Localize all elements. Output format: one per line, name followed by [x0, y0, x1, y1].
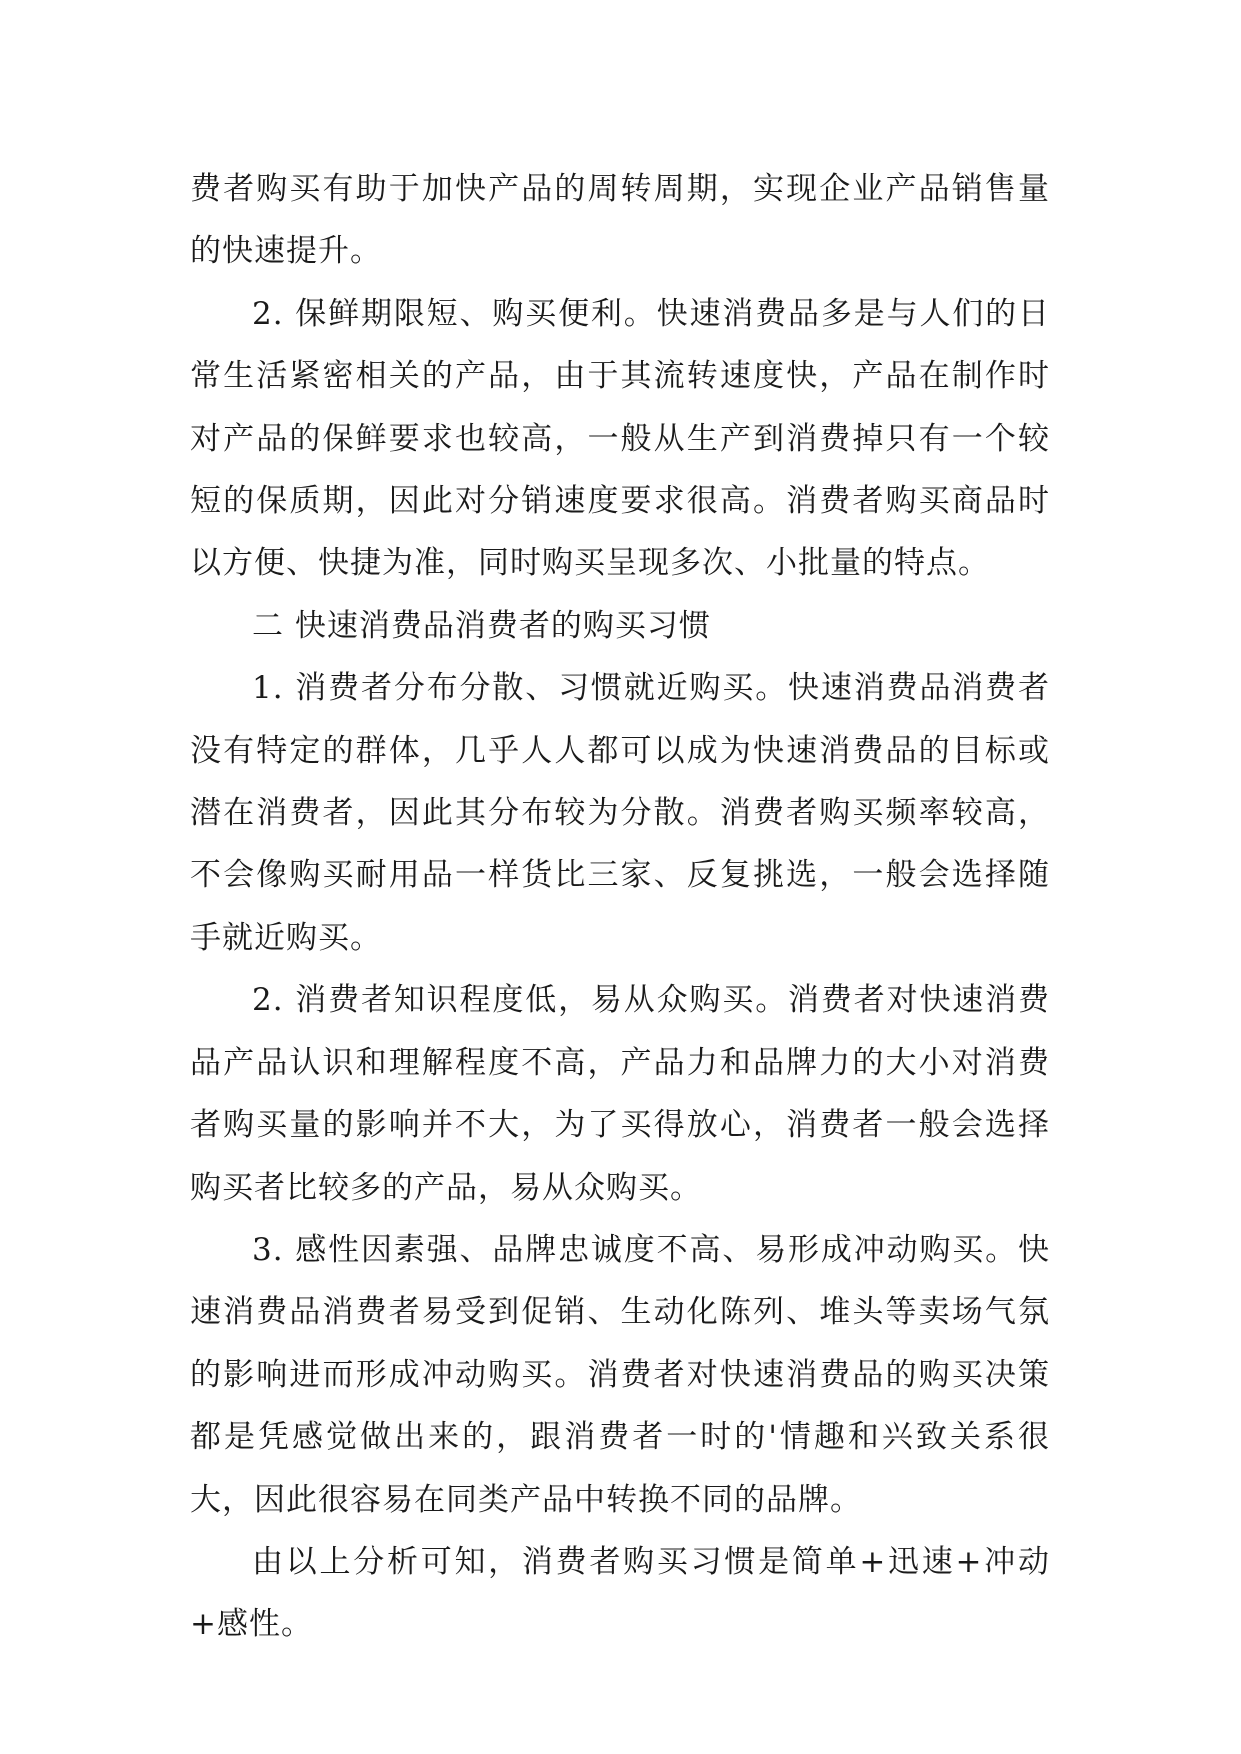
- paragraph-herd-buying: 2. 消费者知识程度低，易从众购买。消费者对快速消费品产品认识和理解程度不高，产品力和品牌力的大小对消费者购买量的影响并不大，为了买得放心，消费者一般会选择购买者比较多的产品，易从众购买。: [190, 982, 1050, 1206]
- section-heading-buying-habits: 二 快速消费品消费者的购买习惯: [252, 607, 711, 644]
- document-body: [190, 158, 1050, 1656]
- paragraph-dispersed-consumers: 1. 消费者分布分散、习惯就近购买。快速消费品消费者没有特定的群体，几乎人人都可以成为快速消费品的目标或潜在消费者，因此其分布较为分散。消费者购买频率较高，不会像购买耐用品一样货比三家、反复挑选，一般会选择随手就近购买。: [190, 670, 1050, 956]
- paragraph-shelf-life: 2. 保鲜期限短、购买便利。快速消费品多是与人们的日常生活紧密相关的产品，由于其流转速度快，产品在制作时对产品的保鲜要求也较高，一般从生产到消费掉只有一个较短的保质期，因此对分销速度要求很高。消费者购买商品时以方便、快捷为准，同时购买呈现多次、小批量的特点。: [190, 295, 1050, 582]
- paragraph-continuation: 费者购买有助于加快产品的周转周期，实现企业产品销售量的快速提升。: [190, 171, 1050, 270]
- paragraph-impulse-buying: 3. 感性因素强、品牌忠诚度不高、易形成冲动购买。快速消费品消费者易受到促销、生动化陈列、堆头等卖场气氛的影响进而形成冲动购买。消费者对快速消费品的购买决策都是凭感觉做出来的，跟消费者一时的'情趣和兴致关系很大，因此很容易在同类产品中转换不同的品牌。: [190, 1231, 1050, 1518]
- paragraph-conclusion: 由以上分析可知，消费者购买习惯是简单+迅速+冲动+感性。: [190, 1543, 1050, 1643]
